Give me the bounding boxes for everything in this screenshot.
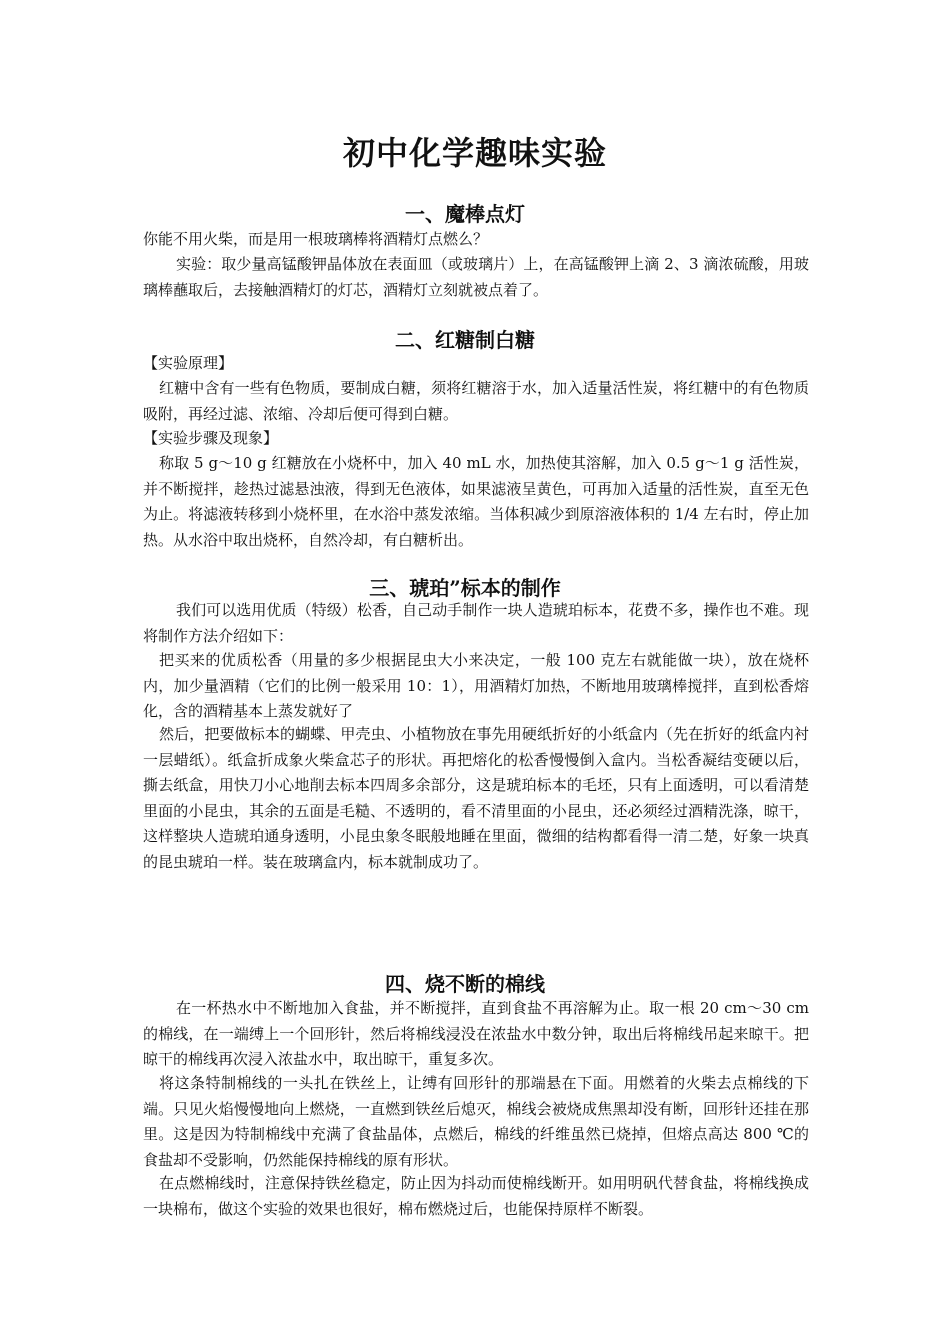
paragraph: 在一杯热水中不断地加入食盐，并不断搅拌，直到食盐不再溶解为止。取一根 20 cm～30 cm 的棉线，在一端缚上一个回形针，然后将棉线浸没在浓盐水中数分钟，取出后将棉线吊起来晾干。把晾干的棉线再次浸入浓盐水中，取出晾干，重复多次。 [143, 999, 809, 1068]
section-heading-2: 二、红糖制白糖 [395, 328, 535, 352]
paragraph: 我们可以选用优质（特级）松香，自己动手制作一块人造琥珀标本，花费不多，操作也不难。现将制作方法介绍如下： [143, 601, 809, 645]
paragraph: 【实验步骤及现象】 [143, 429, 279, 447]
paragraph: 你能不用火柴，而是用一根玻璃棒将酒精灯点燃么？ [143, 230, 489, 248]
section-heading-1: 一、魔棒点灯 [405, 202, 525, 226]
paragraph: 然后，把要做标本的蝴蝶、甲壳虫、小植物放在事先用硬纸折好的小纸盒内（先在折好的纸盒内衬一层蜡纸）。纸盒折成象火柴盒芯子的形状。再把熔化的松香慢慢倒入盒内。当松香凝结变硬以后，撕去纸盒，用快刀小心地削去标本四周多余部分，这是琥珀标本的毛坯，只有上面透明，可以看清楚里面的小昆虫，其余的五面是毛糙、不透明的，看不清里面的小昆虫，还必须经过酒精洗涤，晾干，这样整块人造琥珀通身透明，小昆虫象冬眠般地睡在里面，微细的结构都看得一清二楚，好象一块真的昆虫琥珀一样。装在玻璃盒内，标本就制成功了。 [143, 725, 809, 871]
section-heading-4: 四、烧不断的棉线 [385, 972, 545, 996]
paragraph: 将这条特制棉线的一头扎在铁丝上，让缚有回形针的那端悬在下面。用燃着的火柴去点棉线的下端。只见火焰慢慢地向上燃烧，一直燃到铁丝后熄灭，棉线会被烧成焦黑却没有断，回形针还挂在那里。这是因为特制棉线中充满了食盐晶体，点燃后，棉线的纤维虽然已烧掉，但熔点高达 800 ℃的食盐却不受影响，仍然能保持棉线的原有形状。 [143, 1074, 809, 1169]
paragraph: 称取 5 g～10 g 红糖放在小烧杯中，加入 40 mL 水，加热使其溶解，加入 0.5 g～1 g 活性炭，并不断搅拌，趁热过滤悬浊液，得到无色液体，如果滤液呈黄色，可再加入适量的活性炭，直至无色为止。将滤液转移到小烧杯里，在水浴中蒸发浓缩。当体积减少到原溶液体积的 1/4 左右时，停止加热。从水浴中取出烧杯，自然冷却，有白糖析出。 [143, 454, 809, 549]
paragraph: 把买来的优质松香（用量的多少根据昆虫大小来决定，一般 100 克左右就能做一块），放在烧杯内，加少量酒精（它们的比例一般采用 10：1），用酒精灯加热，不断地用玻璃棒搅拌，直到松香熔化，含的酒精基本上蒸发就好了 [143, 651, 809, 720]
paragraph: 【实验原理】 [143, 354, 234, 372]
section-heading-3: 三、琥珀”标本的制作 [369, 576, 561, 600]
paragraph: 红糖中含有一些有色物质，要制成白糖，须将红糖溶于水，加入适量活性炭，将红糖中的有色物质吸附，再经过滤、浓缩、冷却后便可得到白糖。 [143, 379, 809, 423]
document-title: 初中化学趣味实验 [342, 134, 607, 172]
paragraph: 在点燃棉线时，注意保持铁丝稳定，防止因为抖动而使棉线断开。如用明矾代替食盐，将棉线换成一块棉布，做这个实验的效果也很好，棉布燃烧过后，也能保持原样不断裂。 [143, 1174, 809, 1218]
paragraph: 实验：取少量高锰酸钾晶体放在表面皿（或玻璃片）上，在高锰酸钾上滴 2、3 滴浓硫酸，用玻璃棒蘸取后，去接触酒精灯的灯芯，酒精灯立刻就被点着了。 [143, 255, 809, 299]
